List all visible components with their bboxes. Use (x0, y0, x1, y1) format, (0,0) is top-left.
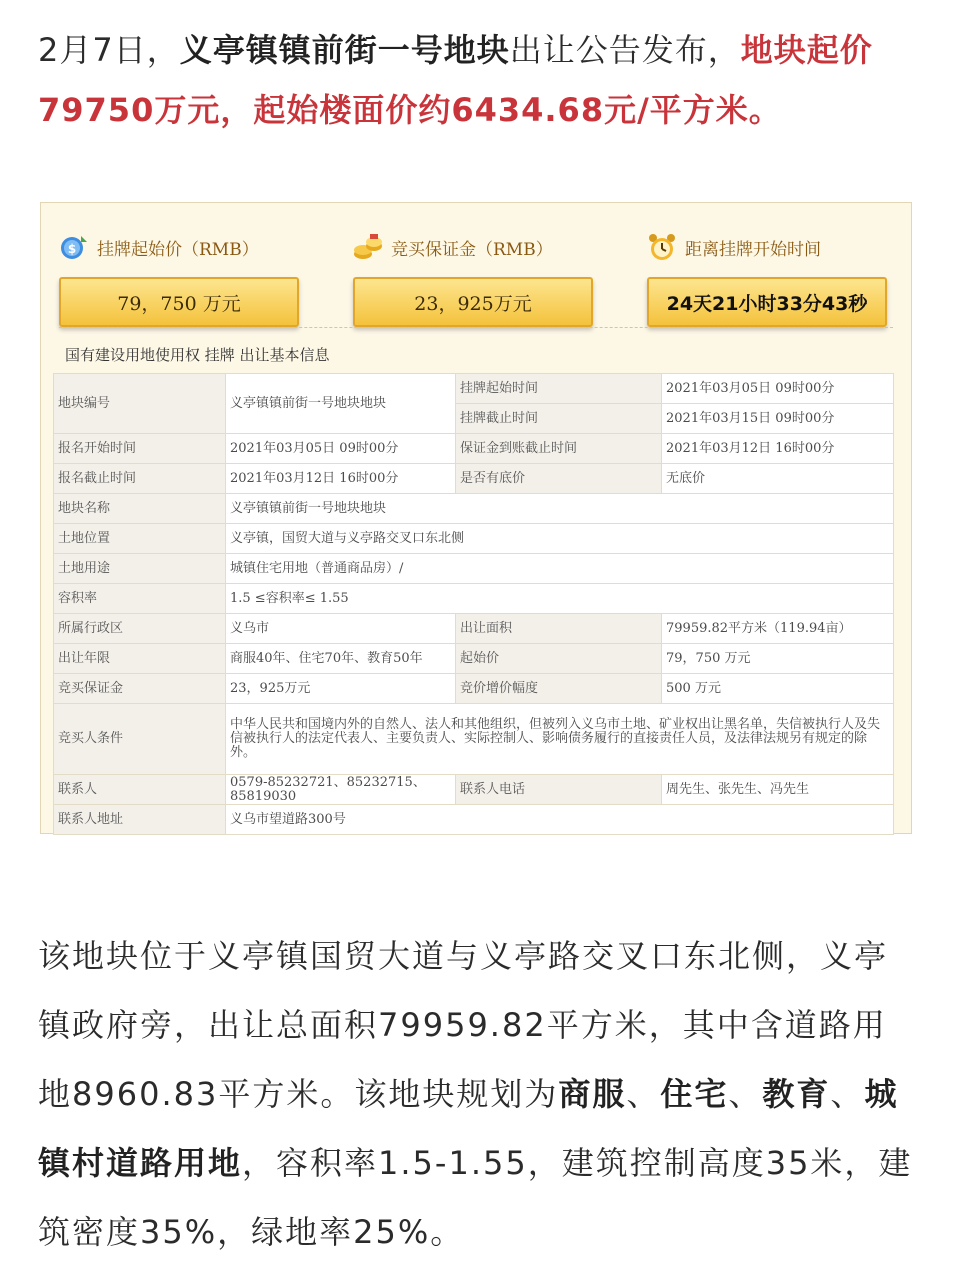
district-value: 义乌市 (226, 614, 456, 644)
bid-deposit-label: 竞买保证金 (54, 674, 226, 704)
contact-phone-label: 联系人电话 (456, 775, 662, 805)
land-use-road: 城镇村道路用地 (38, 1075, 899, 1182)
bidder-conditions-label: 竞买人条件 (54, 704, 226, 775)
table-row (54, 644, 894, 674)
transfer-area-label: 出让面积 (456, 614, 662, 644)
intro-announcement: 出让公告发布， (509, 31, 741, 69)
intro-parcel-name: 义亭镇镇前街一号地块 (179, 31, 510, 69)
deposit-card (353, 225, 593, 315)
table-row (54, 704, 894, 775)
parcel-name-label: 地块名称 (54, 494, 226, 524)
start-price-label: 起始价 (456, 644, 662, 674)
land-location-label: 土地位置 (54, 524, 226, 554)
bidder-conditions-value: 中华人民共和国境内外的自然人、法人和其他组织，但被列入义乌市土地、矿业权出让黑名单，失信被执行人及失信被执行人的法定代表人、主要负责人、实际控制人、影响债务履行的直接责任人员，及法律法规另有规定的除外。 (226, 704, 894, 775)
card-title: $ 挂牌起始价（RMB） (59, 225, 299, 269)
contact-address-label: 联系人地址 (54, 805, 226, 835)
description-paragraph: 该地块位于义亭镇国贸大道与义亭路交叉口东北侧，义亭镇政府旁，出让总面积79959.82平方米，其中含道路用地8960.83平方米。该地块规划为商服、住宅、教育、城镇村道路用地，容积率1.5-1.55，建筑控制高度35米，建筑密度35%，绿地率25%。 (38, 937, 913, 1251)
registration-start-value: 2021年03月05日 09时00分 (226, 434, 456, 464)
listing-end-value: 2021年03月15日 09时00分 (662, 404, 894, 434)
svg-text:$: $ (67, 242, 77, 256)
parcel-name-value: 义亭镇镇前街一号地块地块 (226, 494, 894, 524)
district-label: 所属行政区 (54, 614, 226, 644)
table-row (54, 554, 894, 584)
coins-icon (353, 232, 383, 262)
alarm-clock-icon (647, 232, 677, 262)
listing-start-value: 2021年03月05日 09时00分 (662, 374, 894, 404)
listing-end-label: 挂牌截止时间 (456, 404, 662, 434)
divider (59, 327, 893, 328)
intro-date: 2月7日， (38, 31, 180, 69)
land-use-residential: 住宅 (660, 1075, 729, 1113)
reserve-price-label: 是否有底价 (456, 464, 662, 494)
bid-deposit-value: 23，925万元 (226, 674, 456, 704)
start-price-value: 79，750 万元 (662, 644, 894, 674)
table-row (54, 775, 894, 805)
countdown-value: 24天21小时33分43秒 (647, 277, 887, 327)
table-row (54, 434, 894, 464)
plot-ratio-value: 1.5 ≤容积率≤ 1.55 (226, 584, 894, 614)
parcel-id-label: 地块编号 (54, 374, 226, 434)
card-title: 竞买保证金（RMB） (353, 225, 593, 269)
basic-info-table (53, 373, 894, 835)
card-title: 距离挂牌开始时间 (647, 225, 887, 269)
bid-increment-value: 500 万元 (662, 674, 894, 704)
registration-end-label: 报名截止时间 (54, 464, 226, 494)
listing-start-label: 挂牌起始时间 (456, 374, 662, 404)
starting-price-value: 79，750 万元 (59, 277, 299, 327)
parcel-id-value: 义亭镇镇前街一号地块地块 (226, 374, 456, 434)
intro-paragraph (38, 20, 918, 140)
land-location-value: 义亭镇，国贸大道与义亭路交叉口东北侧 (226, 524, 894, 554)
table-row (54, 524, 894, 554)
table-row (54, 614, 894, 644)
starting-price-card (59, 225, 299, 315)
table-row (54, 584, 894, 614)
plot-ratio-label: 容积率 (54, 584, 226, 614)
land-use-label: 土地用途 (54, 554, 226, 584)
land-use-education: 教育 (762, 1075, 831, 1113)
land-transfer-notice (40, 202, 912, 834)
term-label: 出让年限 (54, 644, 226, 674)
deposit-value: 23，925万元 (353, 277, 593, 327)
contact-label: 联系人 (54, 775, 226, 805)
deposit-deadline-value: 2021年03月12日 16时00分 (662, 434, 894, 464)
table-row (54, 805, 894, 835)
contact-value: 0579-85232721、85232715、85819030 (226, 775, 456, 805)
registration-start-label: 报名开始时间 (54, 434, 226, 464)
transfer-area-value: 79959.82平方米（119.94亩） (662, 614, 894, 644)
money-icon (59, 232, 89, 262)
contact-phone-value: 周先生、张先生、冯先生 (662, 775, 894, 805)
table-row (54, 464, 894, 494)
contact-address-value: 义乌市望道路300号 (226, 805, 894, 835)
bid-increment-label: 竞价增价幅度 (456, 674, 662, 704)
countdown-card (647, 225, 887, 315)
table-row (54, 374, 894, 404)
deposit-deadline-label: 保证金到账截止时间 (456, 434, 662, 464)
land-use-commercial: 商服 (558, 1075, 627, 1113)
land-use-value: 城镇住宅用地（普通商品房）/ (226, 554, 894, 584)
registration-end-value: 2021年03月12日 16时00分 (226, 464, 456, 494)
table-row (54, 494, 894, 524)
table-row (54, 674, 894, 704)
term-value: 商服40年、住宅70年、教育50年 (226, 644, 456, 674)
reserve-price-value: 无底价 (662, 464, 894, 494)
section-title: 国有建设用地使用权 挂牌 出让基本信息 (65, 346, 330, 364)
intro-price-highlight: 地块起价79750万元，起始楼面价约6434.68元/平方米。 (38, 31, 873, 129)
